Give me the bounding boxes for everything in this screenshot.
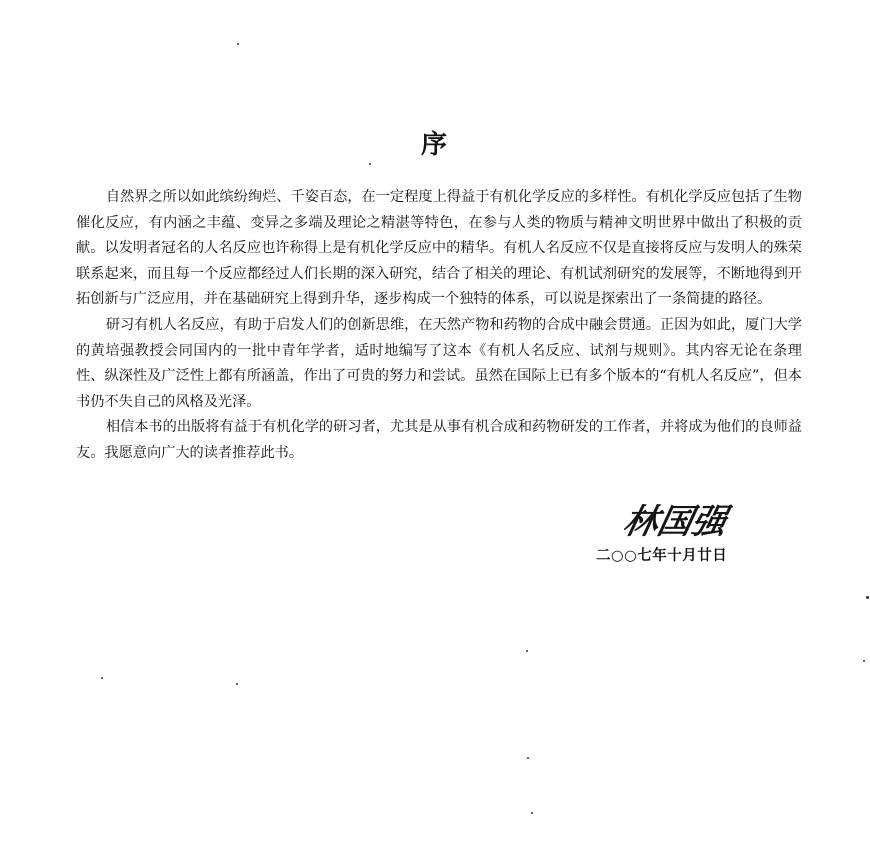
scan-speck xyxy=(526,650,528,652)
paragraph-1: 自然界之所以如此缤纷绚烂、千姿百态，在一定程度上得益于有机化学反应的多样性。有机化学反应包括了生物催化反应，有内涵之丰蕴、变异之多端及理论之精湛等特色，在参与人类的物质与精神文明世界中做出了积极的贡献。以发明者冠名的人名反应也许称得上是有机化学反应中的精华。有机人名反应不仅是直接将反应与发明人的殊荣联系起来，而且每一个反应都经过人们长期的深入研究，结合了相关的理论、有机试剂研究的发展等，不断地得到开拓创新与广泛应用，并在基础研究上得到升华，逐步构成一个独特的体系，可以说是探索出了一条简捷的路径。 xyxy=(76,189,802,308)
page-title: 序 xyxy=(420,130,449,160)
scan-speck xyxy=(236,683,238,685)
scan-speck xyxy=(101,677,103,679)
preface-body xyxy=(76,185,802,467)
signature-handwriting: 林国强 xyxy=(619,502,731,542)
signature-date: 二○○七年十月廿日 xyxy=(596,548,728,564)
paragraph-3: 相信本书的出版将有益于有机化学的研习者，尤其是从事有机合成和药物研发的工作者，并将成为他们的良师益友。我愿意向广大的读者推荐此书。 xyxy=(76,419,802,461)
scan-speck xyxy=(527,757,529,759)
paragraph-2: 研习有机人名反应，有助于启发人们的创新思维，在天然产物和药物的合成中融会贯通。正因为如此，厦门大学的黄培强教授会同国内的一批中青年学者，适时地编写了这本《有机人名反应、试剂与规则》。其内容无论在条理性、纵深性及广泛性上都有所涵盖，作出了可贵的努力和尝试。虽然在国际上已有多个版本的“有机人名反应”，但本书仍不失自己的风格及光泽。 xyxy=(76,316,802,410)
scan-speck xyxy=(237,43,239,45)
scan-speck xyxy=(531,812,533,814)
author-signature xyxy=(585,500,765,544)
scan-speck xyxy=(369,163,371,165)
scan-speck xyxy=(866,596,869,599)
scan-speck xyxy=(863,660,865,662)
